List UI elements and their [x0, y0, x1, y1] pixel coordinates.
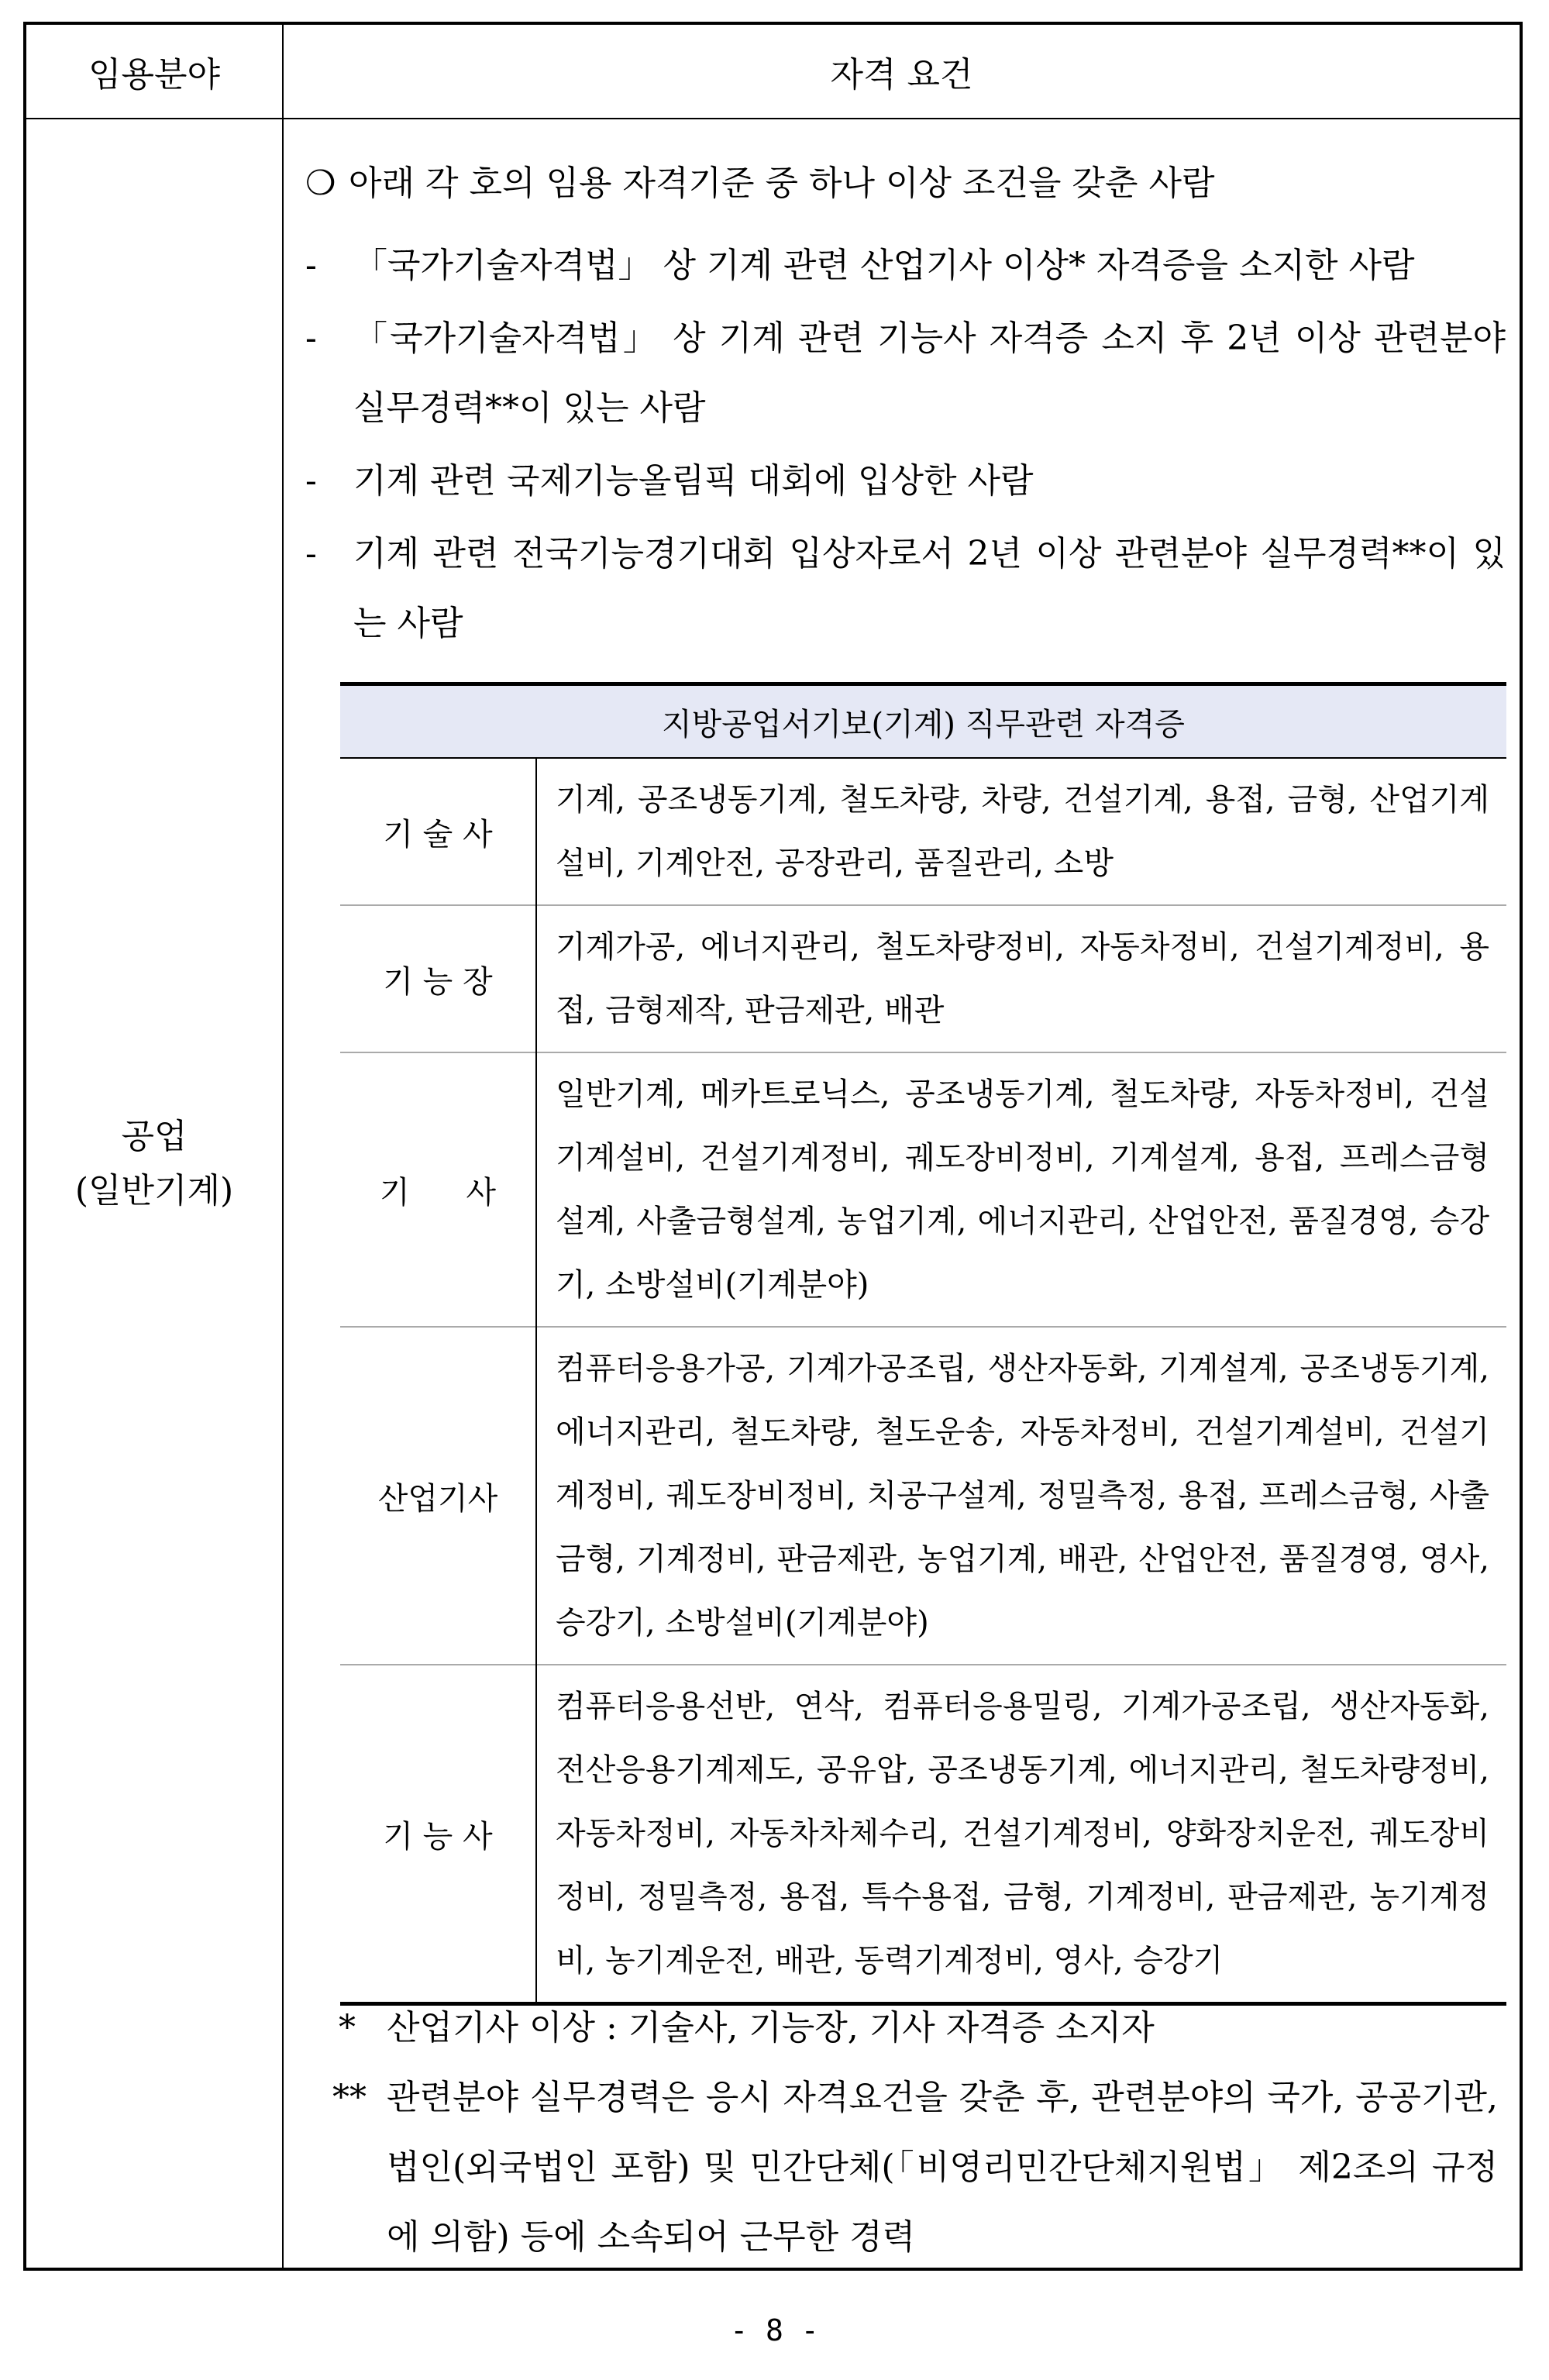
cert-level-label: 기 사	[340, 1052, 536, 1327]
table-row	[340, 759, 1506, 905]
footnote-marker: *	[339, 2008, 356, 2048]
requirement-item	[305, 446, 1506, 516]
requirement-item	[305, 304, 1506, 443]
requirement-text: 기계 관련 전국기능경기대회 입상자로서 2년 이상 관련분야 실무경력**이 있는 사람	[353, 534, 1506, 643]
cert-list: 컴퓨터응용가공, 기계가공조립, 생산자동화, 기계설계, 공조냉동기계, 에너지관리, 철도차량, 철도운송, 자동차정비, 건설기계설비, 건설기계정비, 궤도장비정비, 치공구설계, 정밀측정, 용접, 프레스금형, 사출금형, 기계정비, 판금제관, 농업기계, 배관, 산업안전, 품질경영, 영사, 승강기, 소방설비(기계분야)	[536, 1327, 1506, 1665]
header-divider	[26, 118, 1520, 119]
footnote	[332, 2063, 1526, 2272]
dash-marker: -	[305, 534, 317, 573]
cert-level-label: 산업기사	[340, 1327, 536, 1665]
page-number: - 8 -	[730, 2313, 819, 2347]
requirement-text: 기계 관련 국제기능올림픽 대회에 입상한 사람	[353, 461, 1034, 501]
footnote-text: 산업기사 이상 : 기술사, 기능장, 기사 자격증 소지자	[387, 2008, 1155, 2048]
table-row	[340, 905, 1506, 1052]
field-name: 공업	[121, 1117, 188, 1156]
footnote-marker: **	[332, 2078, 367, 2117]
intro-text: 아래 각 호의 임용 자격기준 중 하나 이상 조건을 갖춘 사람	[349, 164, 1215, 203]
requirement-text: 「국가기술자격법」 상 기계 관련 산업기사 이상* 자격증을 소지한 사람	[353, 246, 1415, 285]
cert-level-label: 기 능 사	[340, 1665, 536, 2002]
footnote-text: 관련분야 실무경력은 응시 자격요건을 갖춘 후, 관련분야의 국가, 공공기관, 법인(외국법인 포함) 및 민간단체(「비영리민간단체지원법」 제2조의 규정에 의함) 등에 소속되어 근무한 경력	[387, 2078, 1498, 2257]
header-field: 임용분야	[88, 55, 220, 95]
footnotes	[332, 1993, 1526, 2272]
dash-marker: -	[305, 319, 317, 358]
cert-list: 기계, 공조냉동기계, 철도차량, 차량, 건설기계, 용접, 금형, 산업기계설비, 기계안전, 공장관리, 품질관리, 소방	[556, 782, 1489, 881]
dash-marker: -	[305, 461, 317, 501]
certificate-table	[340, 682, 1506, 2006]
cert-list: 컴퓨터응용선반, 연삭, 컴퓨터응용밀링, 기계가공조립, 생산자동화, 전산응용기계제도, 공유압, 공조냉동기계, 에너지관리, 철도차량정비, 자동차정비, 자동차차체수리, 건설기계정비, 양화장치운전, 궤도장비정비, 정밀측정, 용접, 특수용접, 금형, 기계정비, 판금제관, 농기계정비, 농기계운전, 배관, 동력기계정비, 영사, 승강기	[536, 1665, 1506, 2002]
cert-list: 기계가공, 에너지관리, 철도차량정비, 자동차정비, 건설기계정비, 용접, 금형제작, 판금제관, 배관	[536, 905, 1506, 1052]
cert-list: 일반기계, 메카트로닉스, 공조냉동기계, 철도차량, 자동차정비, 건설기계설비, 건설기계정비, 궤도장비정비, 기계설계, 용접, 프레스금형설계, 사출금형설계, 농업기계, 에너지관리, 산업안전, 품질경영, 승강기, 소방설비(기계분야)	[536, 1052, 1506, 1327]
requirement-item	[305, 231, 1506, 301]
requirement-text: 「국가기술자격법」 상 기계 관련 기능사 자격증 소지 후 2년 이상 관련분야 실무경력**이 있는 사람	[353, 319, 1506, 428]
dash-marker: -	[305, 246, 317, 285]
field-subname: (일반기계)	[74, 1171, 234, 1211]
table-row	[340, 1052, 1506, 1327]
table-row	[340, 1327, 1506, 1665]
requirement-item	[305, 519, 1506, 659]
cert-level-label: 기 능 장	[340, 905, 536, 1052]
certificate-grid	[340, 759, 1506, 2002]
table-row	[340, 1665, 1506, 2002]
footnote	[332, 1993, 1526, 2063]
certificate-table-title: 지방공업서기보(기계) 직무관련 자격증	[340, 686, 1506, 759]
circle-bullet-icon: ❍	[305, 164, 336, 203]
field-name-cell	[26, 1110, 282, 1218]
requirements-content	[305, 157, 1506, 662]
cert-level-label: 기 술 사	[340, 759, 536, 905]
qualification-table	[23, 22, 1523, 2271]
intro-line	[305, 157, 1506, 211]
header-requirements: 자격 요건	[830, 55, 973, 95]
column-divider	[282, 25, 284, 2268]
